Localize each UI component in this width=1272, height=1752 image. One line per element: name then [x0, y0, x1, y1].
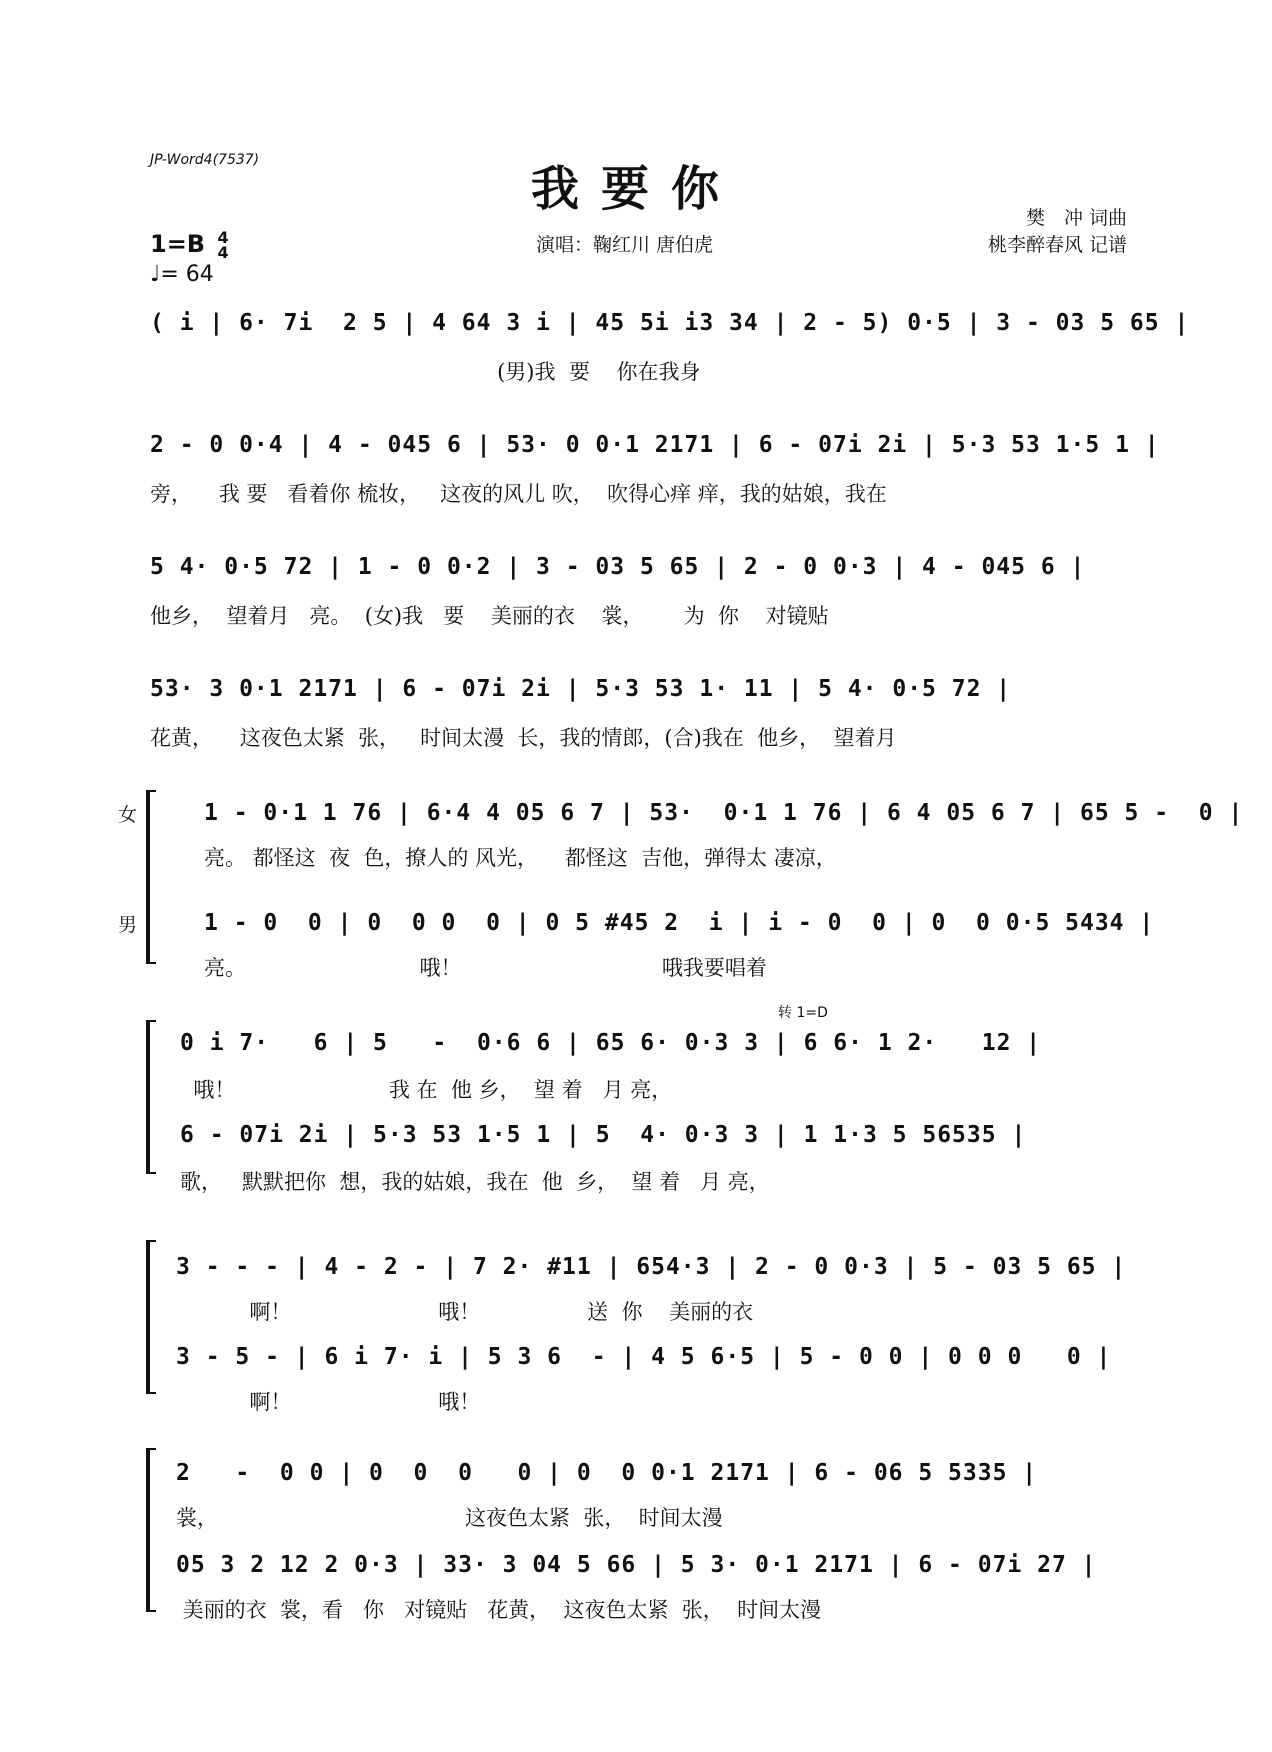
lyrics-row: 啊！ 哦！ 送 你 美丽的衣	[176, 1300, 754, 1324]
time-bottom: 4	[217, 243, 229, 262]
lyrics-row: 啊！ 哦！	[176, 1390, 481, 1414]
lyrics-row: 歌， 默默把你 想，我的姑娘，我在 他 乡， 望 着 月 亮，	[180, 1170, 770, 1194]
song-title: 我要你	[530, 161, 741, 217]
time-top: 4	[217, 228, 229, 247]
system-bracket	[146, 1020, 156, 1174]
modulation-marking: 转 1=D	[778, 1005, 828, 1021]
notation-row: 3 - 5 - | 6 i 7· i | 5 3 6 - | 4 5 6·5 | 5 - 0 0 | 0 0 0 0 |	[176, 1344, 1112, 1370]
lyrics-row: 哦！ 我 在 他 乡， 望 着 月 亮，	[180, 1078, 673, 1102]
lyrics-row: 花黄， 这夜色太紧 张， 时间太漫 长，我的情郎，(合)我在 他乡， 望着月	[150, 726, 897, 750]
lyrics-row: 美丽的衣 裳，看 你 对镜贴 花黄， 这夜色太紧 张， 时间太漫	[176, 1598, 822, 1622]
notation-row-female: 1 - 0·1 1 76 | 6·4 4 05 6 7 | 53· 0·1 1 76 | 6 4 05 6 7 | 65 5 - 0 |	[204, 800, 1244, 826]
lyrics-row: 他乡， 望着月 亮。 (女)我 要 美丽的衣 裳， 为 你 对镜贴	[150, 604, 829, 628]
notation-row: 2 - 0 0 | 0 0 0 0 | 0 0 0·1 2171 | 6 - 06 5 5335 |	[176, 1460, 1038, 1486]
lyrics-row-male: 亮。 哦！ 哦我要唱着	[204, 956, 767, 980]
notation-row: 53· 3 0·1 2171 | 6 - 07i 2i | 5·3 53 1· 11 | 5 4· 0·5 72 |	[150, 676, 1012, 702]
time-signature	[217, 230, 228, 260]
lyrics-row: 旁， 我 要 看着你 梳妆， 这夜的风儿 吹， 吹得心痒 痒，我的姑娘，我在	[150, 482, 887, 506]
system-bracket	[146, 790, 156, 964]
key-signature	[150, 230, 229, 260]
notation-row: ( i | 6· 7i 2 5 | 4 64 3 i | 45 5i i3 34 | 2 - 5) 0·5 | 3 - 03 5 65 |	[150, 310, 1190, 336]
lyrics-row: (男)我 要 你在我身	[150, 360, 701, 384]
notation-row: 2 - 0 0·4 | 4 - 045 6 | 53· 0 0·1 2171 | 6 - 07i 2i | 5·3 53 1·5 1 |	[150, 432, 1160, 458]
source-label: JP-Word4(7537)	[150, 152, 260, 168]
lyrics-row: 裳， 这夜色太紧 张， 时间太漫	[176, 1506, 723, 1530]
voice-label-male: 男	[118, 914, 138, 936]
notation-row: 6 - 07i 2i | 5·3 53 1·5 1 | 5 4· 0·3 3 | 1 1·3 5 56535 |	[180, 1122, 1027, 1148]
tempo-marking: ♩= 64	[150, 262, 214, 287]
lyricist-composer-credit: 樊 冲 词曲	[1025, 207, 1127, 229]
notation-row: 0 i 7· 6 | 5 - 0·6 6 | 65 6· 0·3 3 | 6 6· 1 2· 12 |	[180, 1030, 1042, 1056]
notation-row: 05 3 2 12 2 0·3 | 33· 3 04 5 66 | 5 3· 0·1 2171 | 6 - 07i 27 |	[176, 1552, 1097, 1578]
notation-row: 3 - - - | 4 - 2 - | 7 2· #11 | 654·3 | 2 - 0 0·3 | 5 - 03 5 65 |	[176, 1254, 1127, 1280]
voice-label-female: 女	[118, 804, 138, 826]
transcriber-credit: 桃李醉春风 记谱	[987, 234, 1127, 256]
notation-row: 5 4· 0·5 72 | 1 - 0 0·2 | 3 - 03 5 65 | 2 - 0 0·3 | 4 - 045 6 |	[150, 554, 1086, 580]
system-bracket	[146, 1448, 156, 1612]
key-text: 1=B	[150, 230, 206, 258]
lyrics-row-female: 亮。 都怪这 夜 色，撩人的 风光， 都怪这 吉他，弹得太 凄凉，	[204, 846, 837, 870]
system-bracket	[146, 1240, 156, 1394]
notation-row-male: 1 - 0 0 | 0 0 0 0 | 0 5 #45 2 i | i - 0 0 | 0 0 0·5 5434 |	[204, 910, 1155, 936]
singers-credit: 演唱：鞠红川 唐伯虎	[536, 234, 714, 256]
